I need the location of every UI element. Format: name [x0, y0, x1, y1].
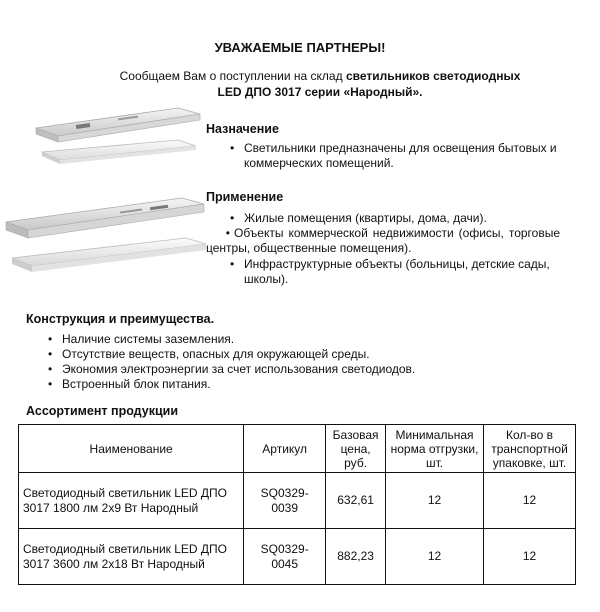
intro-text — [60, 68, 580, 100]
usage-item: • Жилые помещения (квартиры, дома, дачи). — [230, 211, 560, 226]
usage-item: • Инфраструктурные объекты (больницы, детские сады, школы). — [230, 257, 560, 287]
purpose-title: Назначение — [206, 122, 279, 136]
cell-price: 632,61 — [326, 473, 386, 529]
assortment-title: Ассортимент продукции — [26, 404, 179, 418]
construction-list — [48, 332, 568, 392]
intro-bold-1: светильников светодиодных — [345, 69, 521, 83]
page-title: УВАЖАЕМЫЕ ПАРТНЕРЫ! — [214, 40, 386, 55]
header-pack-qty: Кол-во в транспортной упаковке, шт. — [484, 425, 576, 473]
usage-list-3 — [230, 257, 560, 287]
header-sku: Артикул — [244, 425, 326, 473]
product-image-lamp-small — [28, 100, 208, 180]
cell-sku: SQ0329-0039 — [244, 473, 326, 529]
construction-item: • Экономия электроэнергии за счет использования светодиодов. — [48, 362, 568, 377]
construction-item: • Наличие системы заземления. — [48, 332, 568, 347]
usage-title: Применение — [206, 190, 284, 204]
construction-item: • Отсутствие веществ, опасных для окружающей среды. — [48, 347, 568, 362]
table-row — [19, 473, 576, 529]
cell-min-qty: 12 — [386, 473, 484, 529]
cell-pack-qty: 12 — [484, 529, 576, 585]
cell-name: Светодиодный светильник LED ДПО 3017 1800 лм 2х9 Вт Народный — [19, 473, 244, 529]
header-min-qty: Минимальная норма отгрузки, шт. — [386, 425, 484, 473]
header-price: Базовая цена, руб. — [326, 425, 386, 473]
usage-item: Объекты коммерческой недвижимости (офисы, торговые центры, общественные помещения). — [206, 226, 560, 255]
cell-min-qty: 12 — [386, 529, 484, 585]
intro-bold-2: LED ДПО 3017 серии «Народный». — [217, 85, 423, 99]
purpose-item: • Светильники предназначены для освещения бытовых и коммерческих помещений. — [230, 141, 560, 171]
usage-list — [230, 211, 560, 226]
cell-sku: SQ0329-0045 — [244, 529, 326, 585]
construction-title: Конструкция и преимущества. — [26, 312, 215, 326]
cell-name: Светодиодный светильник LED ДПО 3017 3600 лм 2х18 Вт Народный — [19, 529, 244, 585]
header-name: Наименование — [19, 425, 244, 473]
product-image-lamp-large — [0, 192, 210, 297]
cell-pack-qty: 12 — [484, 473, 576, 529]
assortment-table — [18, 424, 576, 585]
table-row — [19, 529, 576, 585]
usage-item-2-wrap: • Объекты коммерческой недвижимости (офисы, торговые центры, общественные помещения). — [206, 226, 560, 255]
intro-plain: Сообщаем Вам о поступлении на склад — [119, 69, 346, 83]
purpose-list — [230, 141, 560, 171]
cell-price: 882,23 — [326, 529, 386, 585]
construction-item: • Встроенный блок питания. — [48, 377, 568, 392]
